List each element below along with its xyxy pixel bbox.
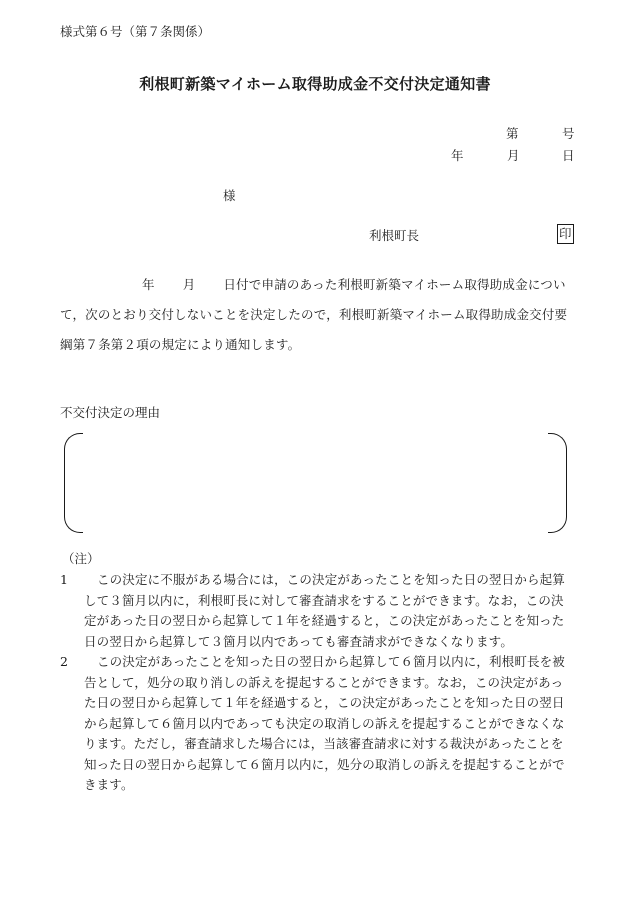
reason-label: 不交付決定の理由 (60, 405, 161, 420)
note-text: この決定があったことを知った日の翌日から起算して６箇月以内に，利根町長を被告として，処分の取り消しの訴えを提起することができます。なお，この決定があった日の翌日から起算して１年を経過すると，この決定があったことを知った日の翌日から起算して６箇月以内であっても決定の取消しの訴えを提起することができなくなります。ただし，審査請求した場合には，当該審査請求に対する裁決があったことを知った日の翌日から起算して６箇月以内に，処分の取消しの訴えを提起することができます。 (84, 654, 565, 792)
reason-bracket-right (548, 433, 567, 533)
notes-label: （注） (62, 551, 100, 566)
document-title: 利根町新築マイホーム取得助成金不交付決定通知書 (139, 75, 491, 93)
date-month: 月 (507, 148, 520, 163)
date-day: 日 (562, 148, 575, 163)
seal-mark: 印 (557, 224, 574, 244)
note-item (60, 570, 575, 652)
form-number: 様式第６号（第７条関係） (60, 24, 211, 39)
body-month: 月 (182, 277, 196, 292)
date-year: 年 (451, 148, 464, 163)
body-year: 年 (142, 277, 155, 292)
note-number: 2 (60, 654, 68, 669)
addressee-suffix: 様 (223, 188, 236, 203)
doc-number-dai: 第 (506, 126, 519, 141)
body-text: 日付で申請のあった利根町新築マイホーム取得助成金について，次のとおり交付しないことを決定したので，利根町新築マイホーム取得助成金交付要綱第７条第２項の規定により通知します。 (60, 277, 568, 352)
notice-body (60, 270, 575, 360)
notes-list (60, 570, 575, 796)
note-item (60, 652, 575, 796)
doc-number-go: 号 (562, 126, 575, 141)
sender-name: 利根町長 (369, 228, 420, 243)
reason-bracket-left (64, 433, 83, 533)
note-text: この決定に不服がある場合には，この決定があったことを知った日の翌日から起算して３箇月以内に，利根町長に対して審査請求をすることができます。なお，この決定があった日の翌日から起算して１年を経過すると，この決定があったことを知った日の翌日から起算して３箇月以内であっても審査請求ができなくなります。 (84, 572, 565, 649)
note-number: 1 (60, 572, 68, 587)
